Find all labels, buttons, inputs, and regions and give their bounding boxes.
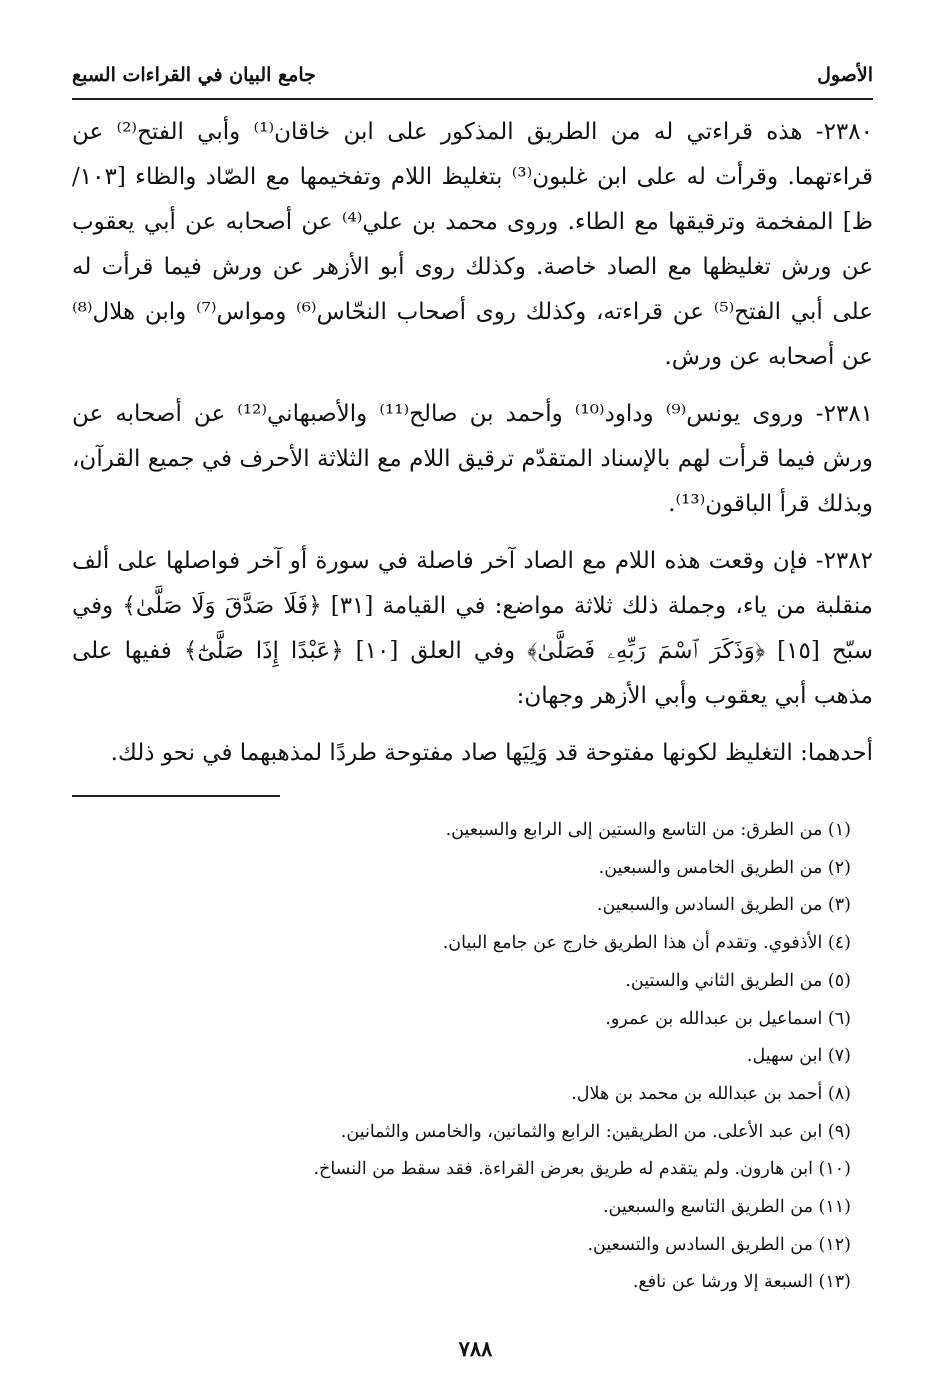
footnotes-list — [72, 812, 851, 1302]
footnote-5: (٥) من الطريق الثاني والستين. — [625, 970, 851, 991]
book-title: جامع البيان في القراءات السبع — [72, 64, 316, 86]
paragraph-2382: ٢٣٨٢- فإن وقعت هذه اللام مع الصاد آخر فاصلة في سورة أو آخر فواصلها على ألف منقلبة من ياء، وجملة ذلك ثلاثة مواضع: في القيامة [٣١] ﴿فَلَا صَدَّقَ وَلَا صَلَّىٰ﴾ وفي سبّح [١٥] ﴿وَذَكَرَ ٱسْمَ رَبِّهِۦ فَصَلَّىٰ﴾ وفي العلق [١٠] ﴿عَبْدًا إِذَا صَلَّىٰٓ﴾ ففيها على مذهب أبي يعقوب وأبي الأزهر وجهان: — [72, 548, 874, 709]
footnote-3: (٣) من الطريق السادس والسبعين. — [596, 895, 851, 916]
page-number: ٧٨٨ — [458, 1336, 493, 1361]
footnote-12: (١٢) من الطريق السادس والتسعين. — [587, 1234, 851, 1255]
paragraph-2380: ٢٣٨٠- هذه قراءتي له من الطريق المذكور على ابن خاقان⁽¹⁾ وأبي الفتح⁽²⁾ عن قراءتهما. وقرأت له على ابن غلبون⁽³⁾ بتغليظ اللام وتفخيمها مع الصّاد والظاء [١٠٣/ظ] المفخمة وترقيقها مع الطاء. وروى محمد بن علي⁽⁴⁾ عن أصحابه عن أبي يعقوب عن ورش تغليظها مع الصاد خاصة. وكذلك روى أبو الأزهر عن ورش فيما قرأت له على أبي الفتح⁽⁵⁾ عن قراءته، وكذلك روى أصحاب النحّاس⁽⁶⁾ ومواس⁽⁷⁾ وابن هلال⁽⁸⁾ عن أصحابه عن ورش. — [72, 119, 874, 370]
footnote-11: (١١) من الطريق التاسع والسبعين. — [602, 1197, 851, 1218]
main-text — [72, 110, 873, 788]
footnote-4: (٤) الأذفوي. وتقدم أن هذا الطريق خارج عن جامع البيان. — [442, 933, 851, 954]
section-title: الأصول — [817, 64, 873, 86]
footnote-1: (١) من الطرق: من التاسع والستين إلى الرابع والسبعين. — [445, 820, 851, 840]
footnote-divider — [72, 795, 280, 797]
footnote-13: (١٣) السبعة إلا ورشا عن نافع. — [632, 1272, 851, 1293]
footnote-6: (٦) اسماعيل بن عبدالله بن عمرو. — [605, 1008, 851, 1029]
paragraph-first-reading: أحدهما: التغليظ لكونها مفتوحة قد وَلِيَها صاد مفتوحة طردًا لمذهبهما في نحو ذلك. — [110, 740, 873, 766]
footnote-9: (٩) ابن عبد الأعلى. من الطريقين: الرابع والثمانين، والخامس والثمانين. — [340, 1121, 851, 1142]
footnote-8: (٨) أحمد بن عبدالله بن محمد بن هلال. — [571, 1083, 851, 1104]
running-header — [72, 54, 873, 100]
footnote-7: (٧) ابن سهيل. — [746, 1046, 851, 1067]
paragraph-2381: ٢٣٨١- وروى يونس⁽⁹⁾ وداود⁽¹⁰⁾ وأحمد بن صالح⁽¹¹⁾ والأصبهاني⁽¹²⁾ عن أصحابه عن ورش فيما قرأت لهم بالإسناد المتقدّم ترقيق اللام مع الثلاثة الأحرف في جميع القرآن، وبذلك قرأ الباقون⁽¹³⁾. — [72, 401, 874, 517]
footnote-2: (٢) من الطريق الخامس والسبعين. — [598, 857, 851, 878]
footnote-10: (١٠) ابن هارون. ولم يتقدم له طريق بعرض القراءة. فقد سقط من النساخ. — [313, 1159, 851, 1180]
